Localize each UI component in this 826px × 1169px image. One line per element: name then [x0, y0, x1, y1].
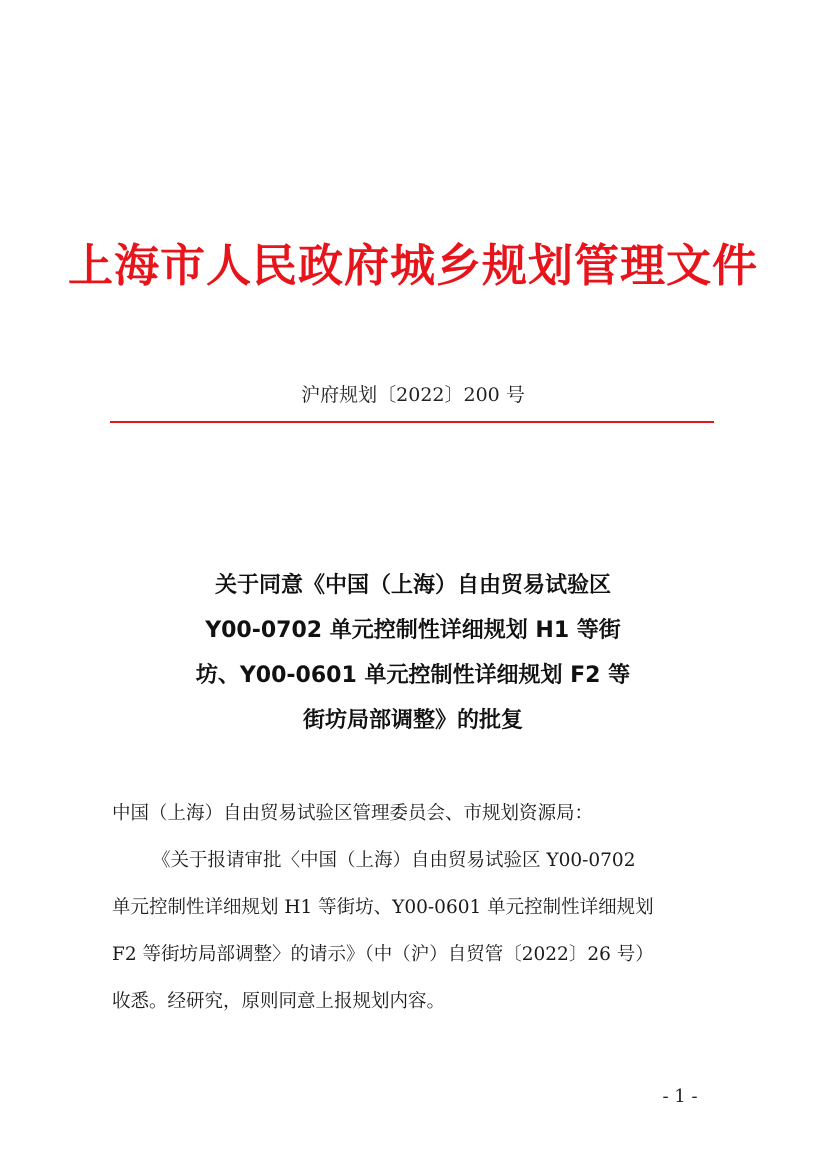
title-line: 坊、Y00-0601 单元控制性详细规划 F2 等	[195, 663, 631, 688]
header-divider-line	[110, 421, 714, 423]
body-paragraph-line: 单元控制性详细规划 H1 等街坊、Y00-0601 单元控制性详细规划	[112, 897, 654, 918]
issuing-authority-header: 上海市人民政府城乡规划管理文件	[67, 239, 758, 292]
document-number: 沪府规划〔2022〕200 号	[301, 384, 525, 406]
body-paragraph-line: 收悉。经研究，原则同意上报规划内容。	[112, 991, 446, 1012]
addressee-line: 中国（上海）自由贸易试验区管理委员会、市规划资源局：	[112, 803, 594, 824]
title-line: 街坊局部调整》的批复	[302, 708, 523, 733]
document-title	[140, 563, 686, 743]
body-paragraph-line: F2 等街坊局部调整〉的请示》（中（沪）自贸管〔2022〕26 号）	[112, 944, 654, 965]
page-number: - 1 -	[662, 1086, 698, 1107]
title-line: Y00-0702 单元控制性详细规划 H1 等街	[205, 618, 621, 643]
body-paragraph-line: 《关于报请审批〈中国（上海）自由贸易试验区 Y00-0702	[152, 850, 636, 871]
title-line: 关于同意《中国（上海）自由贸易试验区	[214, 573, 611, 598]
